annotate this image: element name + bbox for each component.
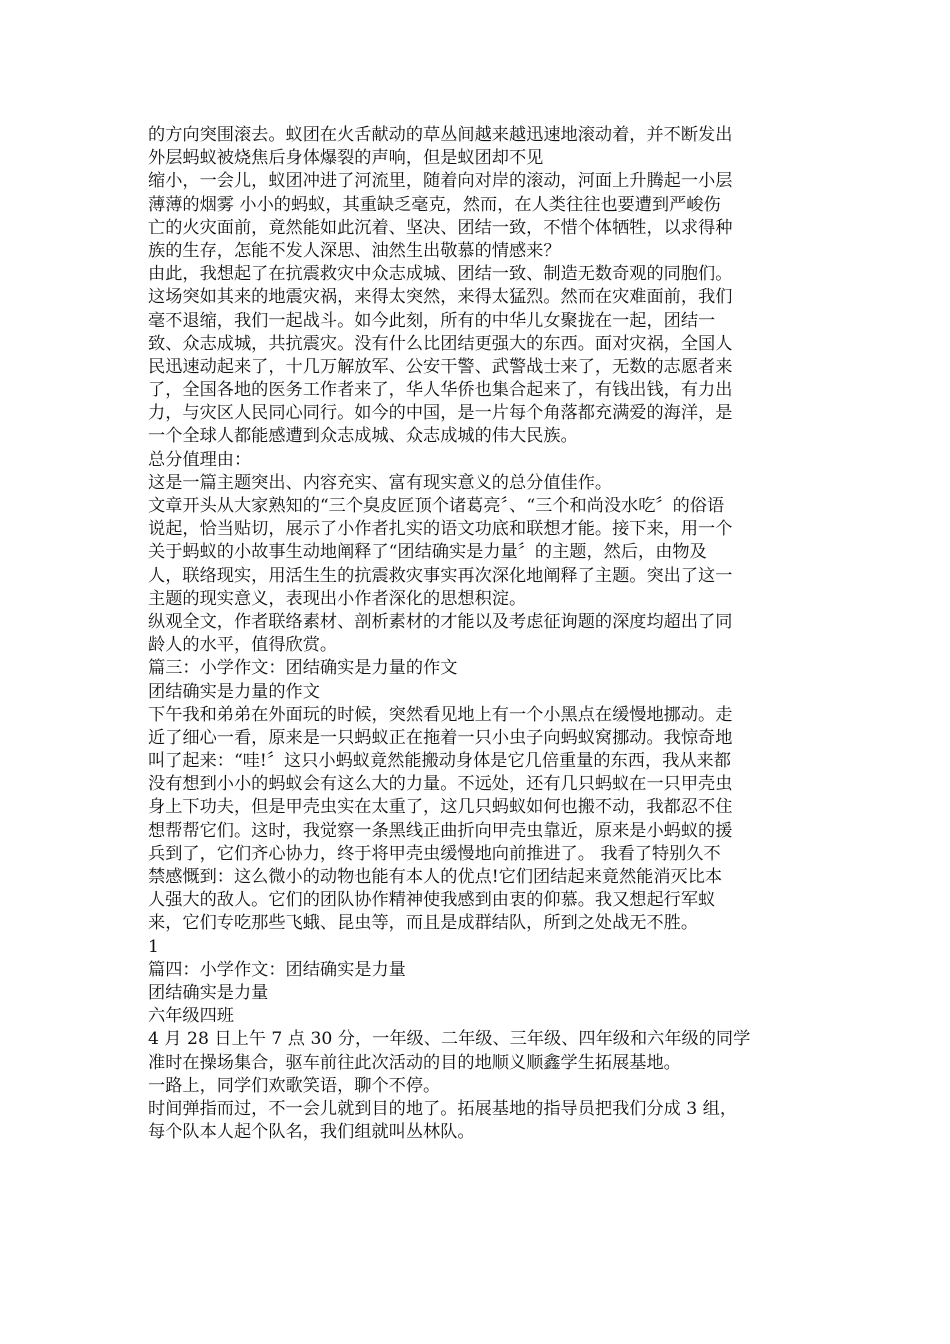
text-line: 主题的现实意义，表现出小作者深化的思想积淀。 <box>148 588 527 609</box>
text-line: 薄薄的烟雾 小小的蚂蚁，其重缺乏毫克，然而，在人类往往也要遭到严峻伤 <box>148 194 721 215</box>
text-line: 人强大的敌人。它们的团队协作精神使我感到由衷的仰慕。我又想起行军蚁 <box>148 890 716 911</box>
text-line: 叫了起来：“哇!〞这只小蚂蚁竟然能搬动身体是它几倍重量的东西，我从来都 <box>148 751 731 772</box>
text-line: 致、众志成城，共抗震灾。没有什么比团结更强大的东西。面对灾祸，全国人 <box>148 333 733 354</box>
text-line: 一路上，同学们欢歌笑语，聊个不停。 <box>148 1075 441 1096</box>
text-line: 人，联络现实，用活生生的抗震救灾事实再次深化地阐释了主题。突出了这一 <box>148 565 733 586</box>
text-line: 毫不退缩，我们一起战斗。如今此刻，所有的中华儿女聚拢在一起，团结一 <box>148 310 716 331</box>
section-heading: 篇三：小学作文：团结确实是力量的作文 <box>148 658 458 679</box>
text-line: 亡的火灾面前，竟然能如此沉着、坚决、团结一致，不惜个体牺牲，以求得种 <box>148 217 733 238</box>
text-line: 一个全球人都能感遭到众志成城、众志成城的伟大民族。 <box>148 426 578 447</box>
section-heading: 总分值理由： <box>148 449 252 470</box>
text-line: 由此，我想起了在抗震救灾中众志成城、团结一致、制造无数奇观的同胞们。 <box>148 264 733 285</box>
text-line: 4 月 28 日上午 7 点 30 分，一年级、二年级、三年级、四年级和六年级的同学 <box>148 1029 751 1050</box>
author-class: 六年级四班 <box>148 1006 234 1027</box>
text-line: 没有想到小小的蚂蚁会有这么大的力量。不远处，还有几只蚂蚁在一只甲壳虫 <box>148 774 733 795</box>
text-line: 这场突如其来的地震灾祸，来得太突然，来得太猛烈。然而在灾难面前，我们 <box>148 287 733 308</box>
text-line: 近了细心一看，原来是一只蚂蚁正在拖着一只小虫子向蚂蚁窝挪动。我惊奇地 <box>148 727 733 748</box>
text-line: 下午我和弟弟在外面玩的时候，突然看见地上有一个小黑点在缓慢地挪动。走 <box>148 704 733 725</box>
text-line: 关于蚂蚁的小故事生动地阐释了“团结确实是力量〞的主题，然后，由物及 <box>148 542 707 563</box>
text-line: 来，它们专吃那些飞蛾、昆虫等，而且是成群结队，所到之处战无不胜。 <box>148 913 699 934</box>
text-line: 纵观全文，作者联络素材、剖析素材的才能以及考虑征询题的深度均超出了同 <box>148 611 733 632</box>
text-line: 准时在操场集合，驱车前往此次活动的目的地顺义顺鑫学生拓展基地。 <box>148 1052 681 1073</box>
text-line: 民迅速动起来了，十几万解放军、公安干警、武警战士来了，无数的志愿者来 <box>148 356 733 377</box>
text-line: 族的生存，怎能不发人深思、油然生出敬慕的情感来？ <box>148 240 561 261</box>
section-heading: 篇四：小学作文：团结确实是力量 <box>148 959 406 980</box>
text-line: 文章开头从大家熟知的“三个臭皮匠顶个诸葛亮〞、“三个和尚没水吃〞的俗语 <box>148 496 725 516</box>
text-line: 说起，恰当贴切，展示了小作者扎实的语文功底和联想才能。接下来，用一个 <box>148 519 733 540</box>
text-line: 外层蚂蚁被烧焦后身体爆裂的声响，但是蚁团却不见 <box>148 148 544 169</box>
document-page <box>148 124 808 1144</box>
text-line: 身上下功夫，但是甲壳虫实在太重了，这几只蚂蚁如何也搬不动，我都忍不住 <box>148 797 733 818</box>
text-line: 龄人的水平，值得欣赏。 <box>148 635 338 656</box>
text-line: 力，与灾区人民同心同行。如今的中国，是一片每个角落都充满爱的海洋，是 <box>148 403 733 424</box>
text-line: 缩小，一会儿，蚁团冲进了河流里，随着向对岸的滚动，河面上升腾起一小层 <box>148 171 733 192</box>
page-number: 1 <box>148 936 159 957</box>
text-line: 想帮帮它们。这时，我觉察一条黑线正曲折向甲壳虫靠近，原来是小蚂蚁的援 <box>148 820 733 841</box>
text-line: 了，全国各地的医务工作者来了，华人华侨也集合起来了，有钱出钱，有力出 <box>148 380 733 401</box>
text-line: 时间弹指而过，不一会儿就到目的地了。拓展基地的指导员把我们分成 3 组， <box>148 1098 738 1119</box>
text-line: 禁感慨到：这么微小的动物也能有本人的优点!它们团结起来竟然能消灭比本 <box>148 867 723 887</box>
text-line: 每个队本人起个队名，我们组就叫丛林队。 <box>148 1122 475 1143</box>
text-line: 这是一篇主题突出、内容充实、富有现实意义的总分值佳作。 <box>148 472 613 493</box>
text-line: 兵到了，它们齐心协力，终于将甲壳虫缓慢地向前推进了。 我看了特别久不 <box>148 843 721 864</box>
article-title: 团结确实是力量 <box>148 982 269 1003</box>
article-title: 团结确实是力量的作文 <box>148 681 320 702</box>
text-line: 的方向突围滚去。蚁团在火舌献动的草丛间越来越迅速地滚动着，并不断发出 <box>148 125 733 145</box>
